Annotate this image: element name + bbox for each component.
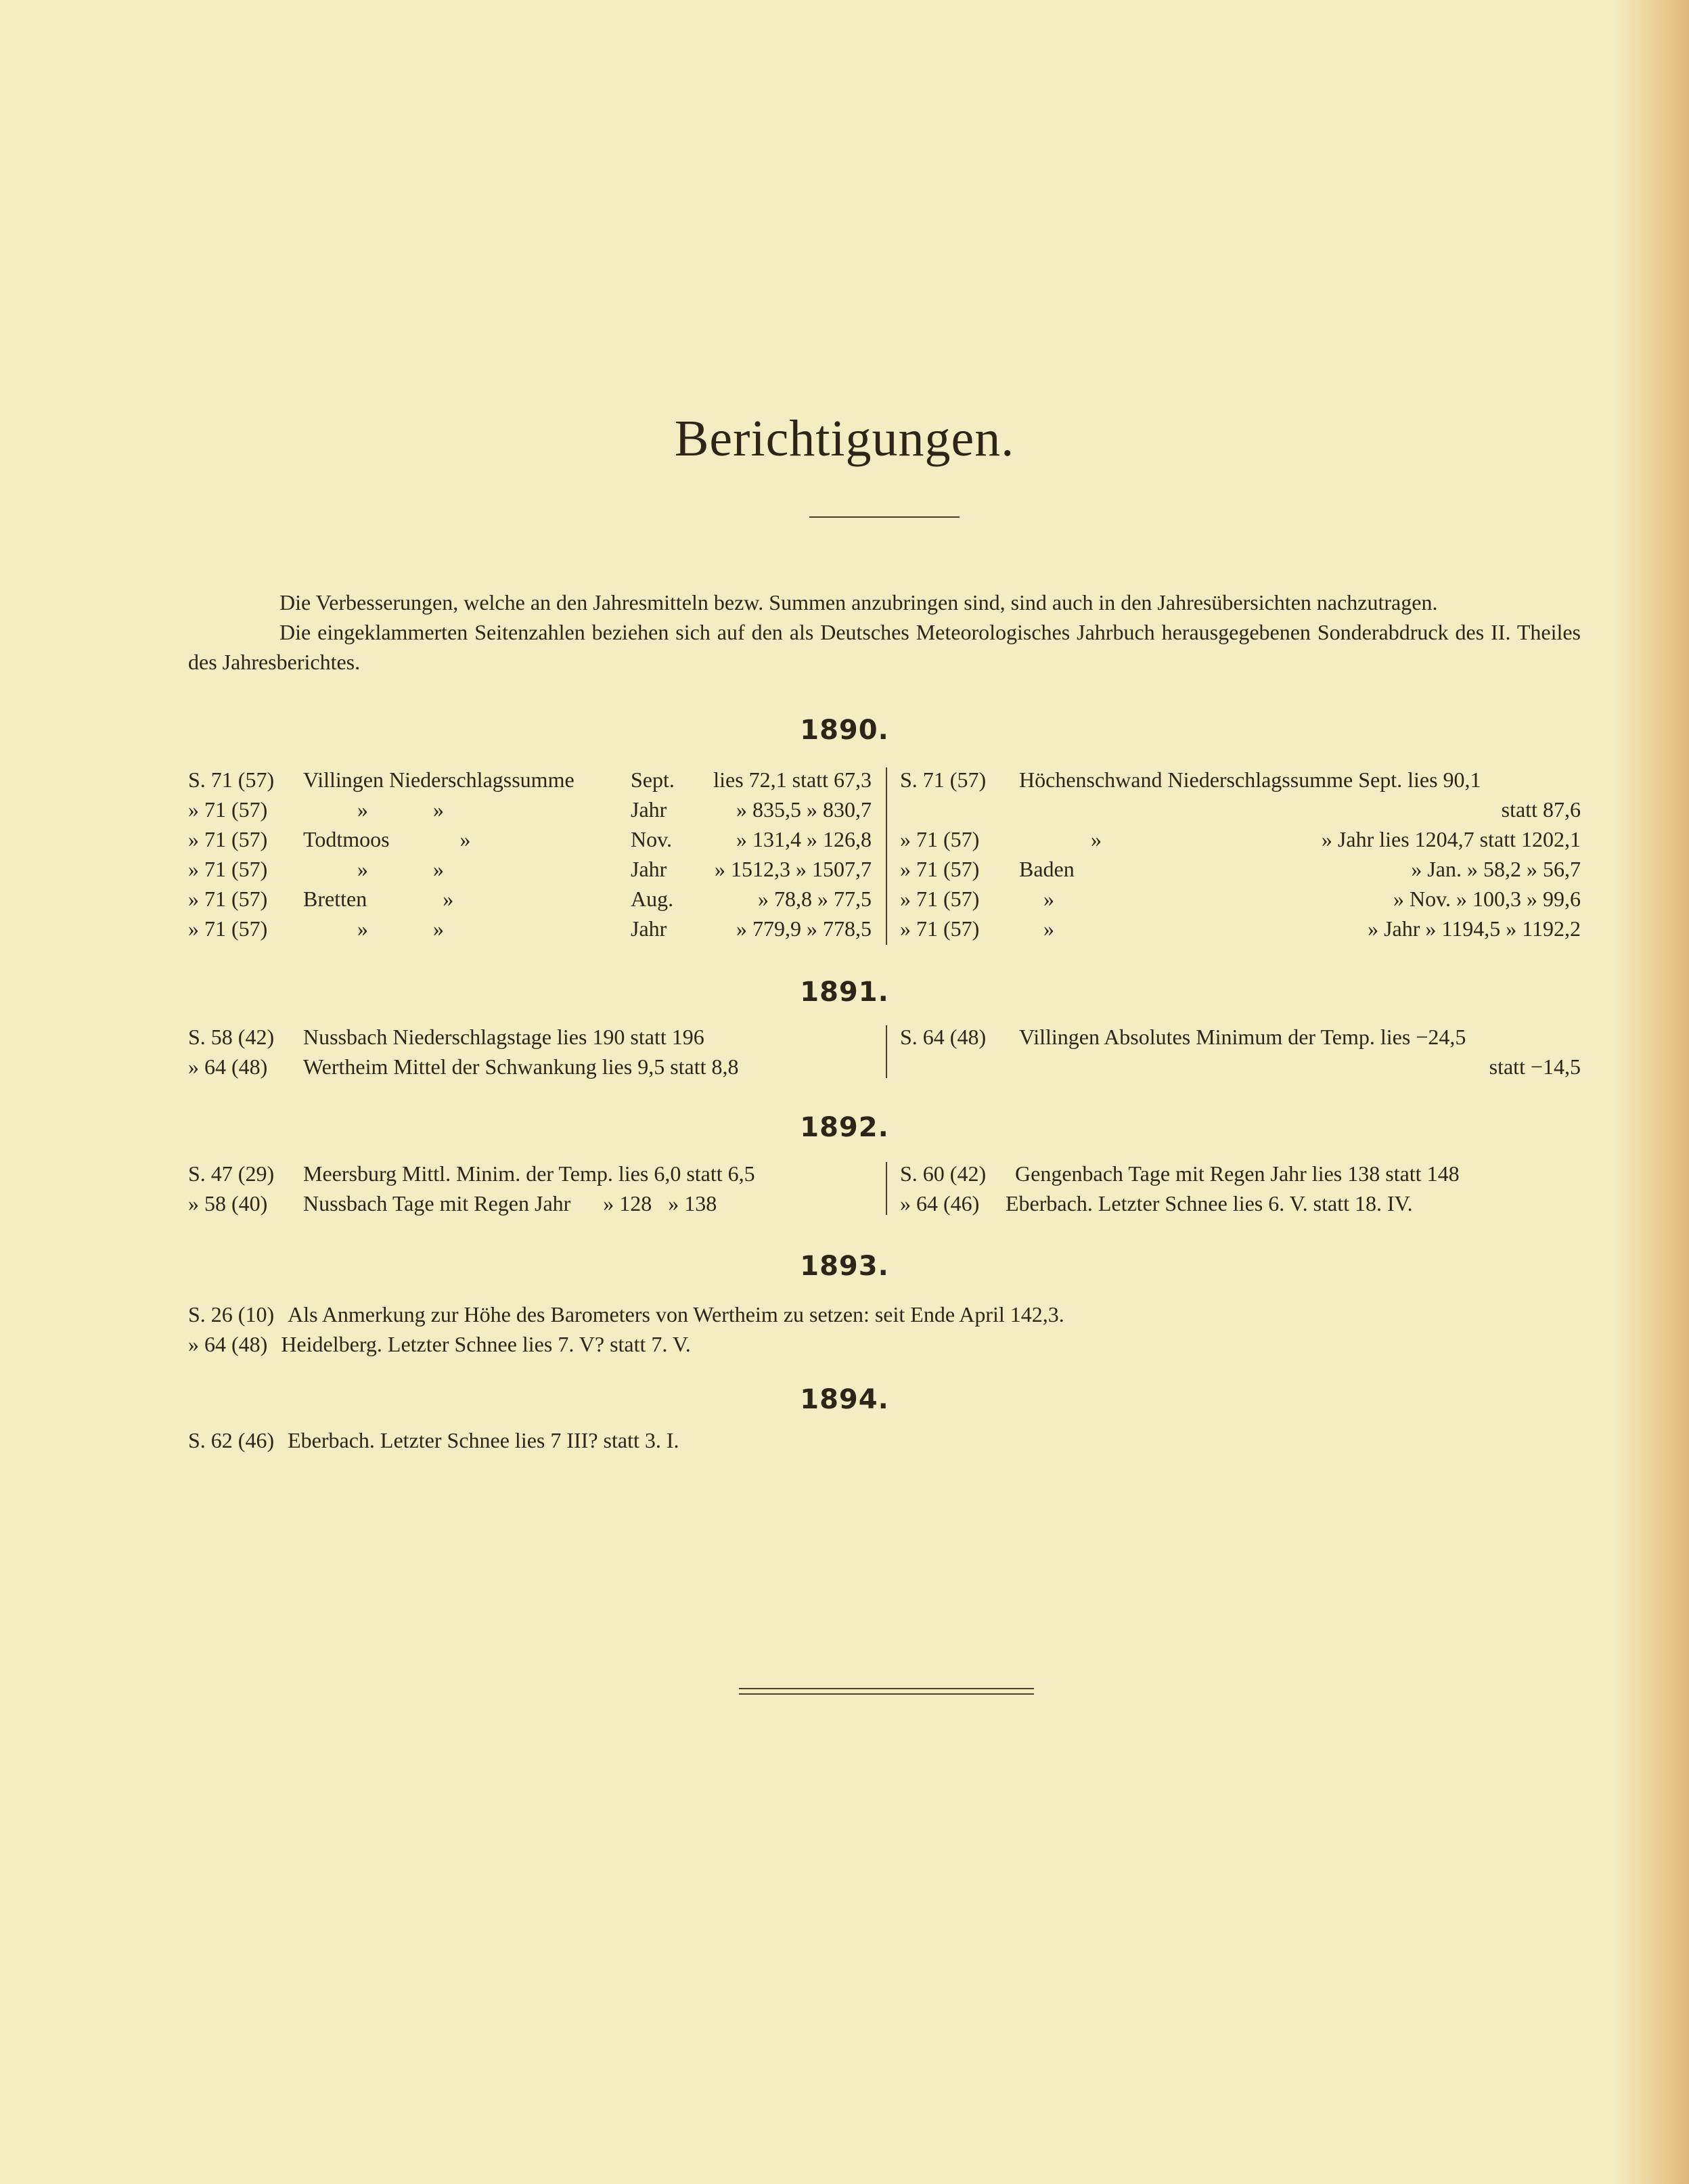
list-item: S. 64 (48) Villingen Absolutes Minimum der Temp. lies −24,5	[900, 1025, 1466, 1049]
list-item: » 64 (48) Wertheim Mittel der Schwankung lies 9,5 statt 8,8	[188, 1054, 739, 1079]
section-1891-right	[900, 1022, 1581, 1082]
year-heading-1892: 1892.	[800, 1112, 889, 1143]
list-item: » 71 (57) » » Jahr » 1512,3 » 1507,7	[188, 857, 872, 881]
list-item: » 71 (57) Todtmoos » Nov. » 131,4 » 126,8	[188, 827, 872, 851]
list-item: » 64 (48) Heidelberg. Letzter Schnee lies 7. V? statt 7. V.	[188, 1332, 691, 1356]
column-divider	[886, 767, 887, 945]
list-item: » 64 (46) Eberbach. Letzter Schnee lies 6. V. statt 18. IV.	[900, 1191, 1413, 1216]
year-heading-1891: 1891.	[800, 977, 889, 1008]
list-item: S. 71 (57) Höchenschwand Niederschlagssumme Sept. lies 90,1	[900, 767, 1481, 792]
list-item: statt 87,6	[1501, 797, 1581, 822]
column-divider	[886, 1025, 887, 1078]
section-1890-right	[900, 765, 1581, 943]
list-item: » 71 (57) » » Nov. » 100,3 » 99,6	[900, 887, 1581, 911]
section-1892-right	[900, 1159, 1581, 1218]
year-heading-1894: 1894.	[800, 1384, 889, 1415]
closing-rule	[739, 1688, 1034, 1689]
list-item: S. 71 (57) Villingen Niederschlagssumme Sept. lies 72,1 statt 67,3	[188, 767, 872, 792]
section-1891-left	[188, 1022, 872, 1082]
section-1890-left	[188, 765, 872, 943]
list-item: » 71 (57) » » Jahr » 1194,5 » 1192,2	[900, 916, 1581, 941]
closing-rule	[739, 1693, 1034, 1695]
list-item: S. 58 (42) Nussbach Niederschlagstage lies 190 statt 196	[188, 1025, 704, 1049]
list-item: » 71 (57) Baden » Jan. » 58,2 » 56,7	[900, 857, 1581, 881]
intro-paragraph-2: Die eingeklammerten Seitenzahlen beziehen sich auf den als Deutsches Meteorologisches Jahrbuch herausgegebenen Sonderabdruck des II. Theiles des Jahresberichtes.	[188, 620, 1581, 674]
list-item: » 71 (57) Bretten » Aug. » 78,8 » 77,5	[188, 887, 872, 911]
section-1892-left	[188, 1159, 872, 1218]
intro-paragraph-1: Die Verbesserungen, welche an den Jahresmitteln bezw. Summen anzubringen sind, sind auch in den Jahresübersichten nachzutragen.	[279, 590, 1438, 615]
list-item: » 58 (40) Nussbach Tage mit Regen Jahr » 128 » 138	[188, 1191, 717, 1216]
list-item: statt −14,5	[1489, 1054, 1581, 1079]
column-divider	[886, 1162, 887, 1215]
year-heading-1890: 1890.	[800, 715, 889, 746]
list-item: » 71 (57) » » Jahr lies 1204,7 statt 1202,1	[900, 827, 1581, 851]
list-item: S. 60 (42) Gengenbach Tage mit Regen Jahr lies 138 statt 148	[900, 1161, 1460, 1186]
list-item: S. 26 (10) Als Anmerkung zur Höhe des Barometers von Wertheim zu setzen: seit Ende April 142,3.	[188, 1302, 1064, 1327]
page-title: Berichtigungen.	[674, 410, 1015, 467]
title-divider	[809, 516, 960, 518]
list-item: » 71 (57) » » Jahr » 835,5 » 830,7	[188, 797, 872, 822]
list-item: » 71 (57) » » Jahr » 779,9 » 778,5	[188, 916, 872, 941]
year-heading-1893: 1893.	[800, 1251, 889, 1282]
intro-text	[188, 587, 1581, 677]
page-edge-shadow	[1615, 0, 1689, 2184]
list-item: S. 62 (46) Eberbach. Letzter Schnee lies 7 III? statt 3. I.	[188, 1428, 679, 1452]
list-item: S. 47 (29) Meersburg Mittl. Minim. der Temp. lies 6,0 statt 6,5	[188, 1161, 755, 1186]
